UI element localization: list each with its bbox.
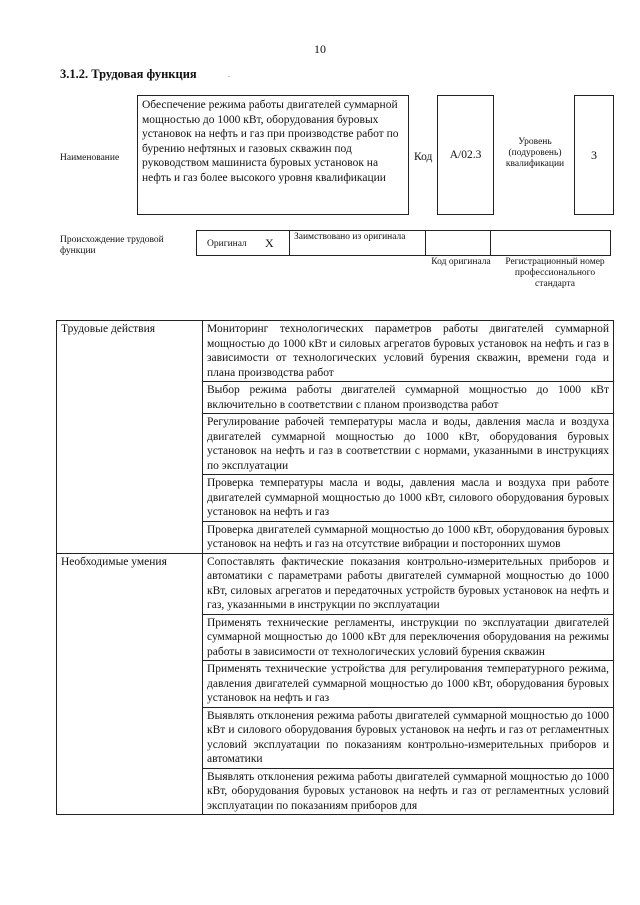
name-label: Наименование bbox=[60, 153, 120, 163]
list-item: Мониторинг технологических параметров работы двигателей суммарной мощностью до 1000 кВт и силовых агрегатов буровых установок на нефть и газ в зависимости от технологических условий бурения скважин, времени года и плана производства работ bbox=[203, 321, 613, 382]
list-item: Сопоставлять фактические показания контрольно-измерительных приборов и автоматики с параметрами работы двигателей суммарной мощностью до 1000 кВт, силовых агрегатов и передаточных устройств буровых установок на нефть и газ, указанными в инструкции по эксплуатации bbox=[203, 554, 613, 615]
reg-number-cell bbox=[490, 230, 611, 256]
level-value: 3 bbox=[591, 147, 597, 162]
list-item: Применять технические устройства для регулирования температурного режима, давления двигателей суммарной мощностью до 1000 кВт, оборудования буровых установок на нефть и газ bbox=[203, 661, 613, 708]
list-item: Регулирование рабочей температуры масла и воды, давления масла и воздуха двигателей суммарной мощностью до 1000 кВт, оборудования буровых установок на нефть и газ в соответствии с нормами, указанными в инструкциях по эксплуатации bbox=[203, 414, 613, 475]
borrowed-label: Заимствовано из оригинала bbox=[294, 232, 406, 242]
original-cell bbox=[196, 230, 290, 256]
skills-list bbox=[203, 553, 614, 815]
list-item: Выбор режима работы двигателей суммарной мощностью до 1000 кВт включительно в соответствии с планом производства работ bbox=[203, 382, 613, 414]
list-item: Проверка температуры масла и воды, давления масла и воздуха при работе двигателей суммарной мощностью до 1000 кВт, силового оборудования буровых установок на нефть и газ bbox=[203, 475, 613, 522]
code-value: A/02.3 bbox=[449, 149, 482, 161]
function-name-box: Обеспечение режима работы двигателей суммарной мощностью до 1000 кВт, оборудования буровых установок на нефть и газ при производстве работ по бурению нефтяных и газовых скважин под руководством машиниста буровых установок на нефть и газ более высокого уровня квалификации bbox=[137, 95, 409, 215]
list-item: Проверка двигателей суммарной мощностью до 1000 кВт, оборудования буровых установок на нефть и газ на отсутствие вибрации и посторонних шумов bbox=[207, 523, 609, 550]
original-label: Оригинал bbox=[207, 239, 247, 249]
list-item: Выявлять отклонения режима работы двигателей суммарной мощностью до 1000 кВт, оборудования буровых установок на нефть и газ от регламентных условий эксплуатации по показаниям приборов для bbox=[207, 770, 609, 812]
code-original-cell bbox=[425, 230, 491, 256]
section-title: 3.1.2. Трудовая функция bbox=[60, 67, 197, 81]
original-mark: X bbox=[265, 236, 274, 250]
level-value-box bbox=[574, 95, 614, 215]
function-table bbox=[56, 320, 614, 815]
level-label: Уровень (подуровень) квалификации bbox=[505, 137, 565, 169]
skills-label: Необходимые умения bbox=[57, 553, 203, 815]
origin-label: Происхождение трудовой функции bbox=[60, 235, 164, 256]
borrowed-cell bbox=[289, 230, 426, 256]
list-item: Выявлять отклонения режима работы двигателей суммарной мощностью до 1000 кВт и силового оборудования буровых установок на нефть и газ от регламентных условий эксплуатации по показаниям контрольно-измерительных приборов и автоматики bbox=[203, 708, 613, 769]
code-original-caption: Код оригинала bbox=[431, 257, 491, 267]
labor-actions-list bbox=[203, 321, 614, 554]
page-number: 10 bbox=[314, 42, 326, 56]
stray-mark: . bbox=[228, 70, 230, 79]
labor-actions-label: Трудовые действия bbox=[57, 321, 203, 554]
list-item: Применять технические регламенты, инструкции по эксплуатации двигателей суммарной мощностью до 1000 кВт для переключения оборудования на режимы работы в зависимости от технологических условий бурения скважин bbox=[203, 615, 613, 662]
skills-row bbox=[57, 553, 614, 815]
code-label: Код bbox=[414, 151, 433, 163]
code-value-box bbox=[437, 95, 494, 215]
labor-actions-row bbox=[57, 321, 614, 554]
reg-number-caption: Регистрационный номер профессионального стандарта bbox=[505, 257, 605, 289]
